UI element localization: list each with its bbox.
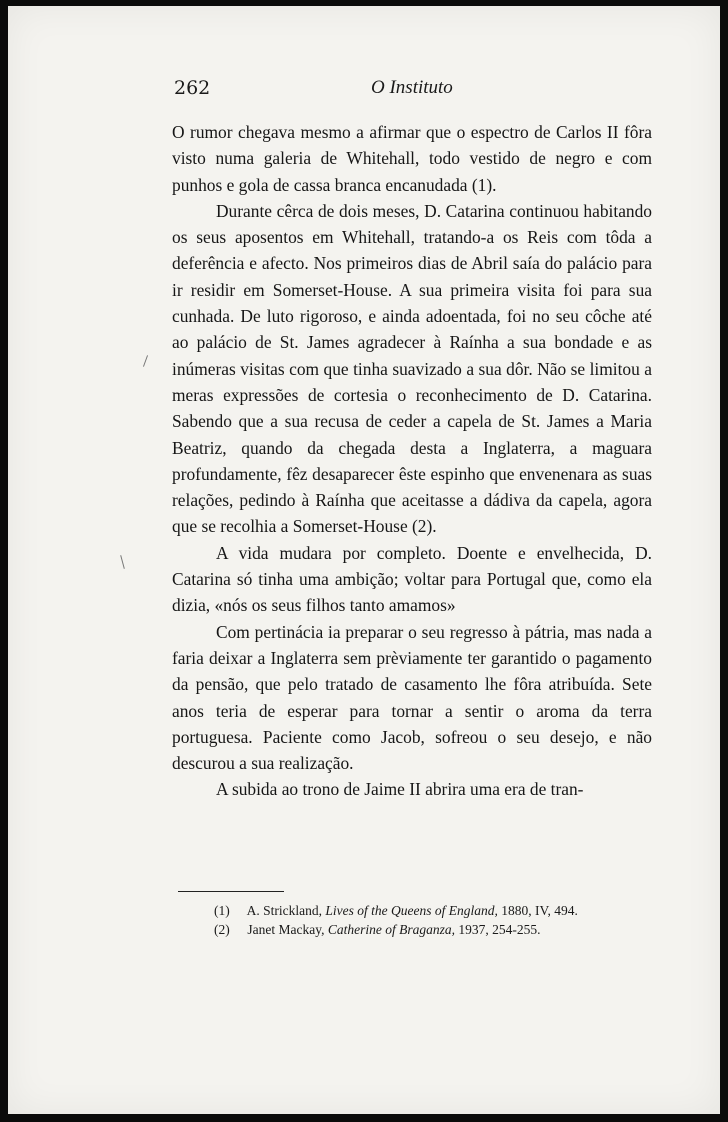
footnotes	[214, 901, 654, 939]
footnote-details: 1937, 254-255.	[458, 922, 541, 937]
running-title: O Instituto	[371, 77, 453, 98]
footnote	[214, 901, 654, 920]
footnote-author: Janet Mackay,	[247, 922, 325, 937]
footnote-title: Lives of the Queens of England,	[325, 903, 498, 918]
paragraph: Com pertinácia ia preparar o seu regresso à pátria, mas nada a faria deixar a Inglaterra sem prèviamente ter garantido o pagamento da pensão, que pelo tratado de casamento lhe fôra atribuída. Sete anos teria de esperar para tornar a sentir o aroma da terra portuguesa. Paciente como Jacob, sofreou o seu desejo, e não descurou a sua realização.	[172, 621, 652, 774]
footnote-number: (2)	[214, 922, 230, 937]
footnote-title: Catherine of Braganza,	[327, 922, 455, 937]
footnote-details: 1880, IV, 494.	[501, 903, 578, 918]
paragraph: A subida ao trono de Jaime II abrira uma era de tran-	[216, 779, 584, 800]
paragraph: O rumor chegava mesmo a afirmar que o espectro de Carlos II fôra visto numa galeria de Whitehall, todo vestido de negro e com punhos e gola de cassa branca encanudada (1).	[172, 122, 652, 195]
paragraph: Durante cêrca de dois meses, D. Catarina continuou habitando os seus aposentos em Whitehall, tratando-a os Reis com tôda a deferência e afecto. Nos primeiros dias de Abril saía do palácio para ir residir em Somerset-House. A sua primeira visita foi para sua cunhada. De luto rigoroso, e ainda adoentada, foi no seu côche até ao palácio de St. James agradecer à Raínha a sua bondade e as inúmeras visitas com que tinha suavizado a sua dôr. Não se limitou a meras expressões de cortesia o reconhecimento de D. Catarina. Sabendo que a sua recusa de ceder a capela de St. James a Maria Beatriz, quando da chegada desta a Inglaterra, a maguara profundamente, fêz desaparecer êste espinho que envenenara as suas relações, pedindo à Raínha que aceitasse a dádiva da capela, agora que se recolhia a Somerset-House (2).	[172, 200, 652, 537]
footnote-author: A. Strickland,	[246, 903, 323, 918]
page-header	[174, 77, 652, 105]
paragraph: A vida mudara por completo. Doente e envelhecida, D. Catarina só tinha uma ambição; voltar para Portugal que, como ela dizia, «nós os seus filhos tanto amamos»	[172, 542, 652, 616]
footnote	[214, 920, 654, 939]
footnote-divider	[178, 891, 284, 892]
body-text	[172, 119, 652, 803]
footnote-number: (1)	[214, 903, 230, 918]
page-number: 262	[174, 77, 211, 99]
